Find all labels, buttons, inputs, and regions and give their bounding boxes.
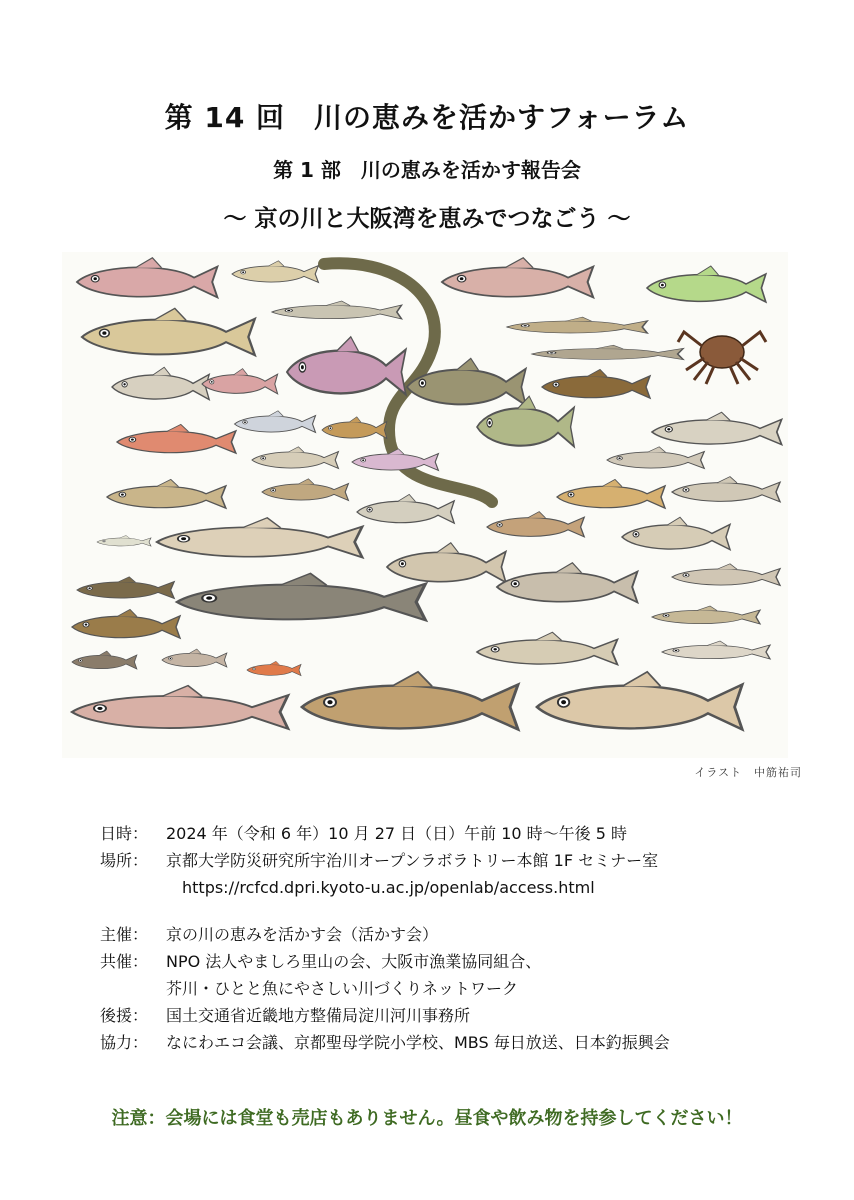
support-row — [100, 1002, 670, 1029]
fish-small-3 — [235, 411, 316, 433]
support-value: 国土交通省近畿地方整備局淀川河川事務所 — [166, 1006, 471, 1025]
illustration-credit: イラスト 中筋祐司 — [694, 766, 802, 779]
fish-perch — [537, 672, 742, 730]
fish-salmon — [72, 686, 288, 729]
fish-crucian — [497, 563, 637, 603]
organizer-row — [100, 921, 670, 948]
fish-spotted — [107, 479, 226, 508]
fish-illustration — [62, 252, 788, 758]
fish-chub-6 — [672, 564, 780, 586]
fish-striped — [557, 479, 665, 508]
fish-bluegill — [477, 396, 574, 446]
place-value: 京都大学防災研究所宇治川オープンラボラトリー本館 1F セミナー室 — [166, 851, 659, 870]
notice: 注意：会場には食堂も売店もありません。昼食や飲み物を持参してください！ — [111, 1108, 743, 1129]
fish-chub-7 — [477, 632, 617, 664]
fish-chub-3 — [672, 477, 780, 502]
event-details — [100, 820, 670, 1056]
tagline: ～ 京の川と大阪湾を恵みでつなごう ～ — [223, 206, 631, 232]
cohost-value-1: NPO 法人やましろ里山の会、大阪市漁業協同組合、 — [166, 952, 542, 971]
fish-chub-5 — [622, 517, 730, 549]
fish-small-14 — [247, 661, 301, 675]
fish-carp — [302, 672, 518, 730]
date-row — [100, 820, 670, 847]
fish-chub-2 — [652, 412, 782, 444]
place-row — [100, 847, 670, 874]
cooperation-label: 協力： — [100, 1033, 149, 1052]
fish-small-8 — [262, 479, 348, 501]
fish-catfish — [177, 573, 425, 620]
fish-chub-4 — [357, 494, 454, 523]
fish-small-13 — [162, 649, 227, 667]
place-url[interactable]: https://rcfcd.dpri.kyoto-u.ac.jp/openlab/access.html — [182, 878, 595, 897]
date-value: 2024 年（令和 6 年）10 月 27 日（日）午前 10 時～午後 5 時 — [166, 824, 628, 843]
fish-small-1 — [232, 261, 318, 283]
fish-goby-dark — [72, 609, 180, 638]
cooperation-value: なにわエコ会議、京都聖母学院小学校、MBS 毎日放送、日本釣振興会 — [166, 1033, 670, 1052]
cohost-label: 共催： — [100, 952, 149, 971]
fish-small-4 — [322, 417, 387, 439]
fish-goby-long — [507, 317, 647, 333]
fish-tiny — [97, 535, 151, 546]
fish-illustration-svg — [62, 252, 788, 758]
cohost-row — [100, 948, 670, 975]
fish-goby-brown — [542, 369, 650, 398]
fish-chub-1 — [112, 367, 209, 399]
page-title: 第 14 回 川の恵みを活かすフォーラム — [164, 101, 690, 134]
cooperation-row — [100, 1029, 670, 1056]
fish-rainbow-trout — [442, 258, 593, 298]
support-label: 後援： — [100, 1006, 149, 1025]
fish-carp-small — [387, 543, 506, 583]
fish-catfish-small — [77, 577, 174, 599]
fish-small-12 — [72, 651, 137, 669]
fish-bitterling — [647, 266, 766, 302]
fish-small-2 — [202, 369, 278, 394]
fish-loach — [272, 301, 402, 319]
crab — [678, 332, 766, 384]
fish-small-6 — [352, 449, 438, 471]
fish-small-9 — [487, 512, 584, 537]
cohost-value-2: 芥川・ひとと魚にやさしい川づくりネットワーク — [166, 979, 519, 998]
page-subtitle: 第 1 部 川の恵みを活かす報告会 — [273, 158, 581, 182]
fish-small-5 — [252, 447, 338, 469]
date-label: 日時： — [100, 824, 149, 843]
organizer-value: 京の川の恵みを活かす会（活かす会） — [166, 925, 439, 944]
fish-small-7 — [607, 447, 704, 469]
place-label: 場所： — [100, 851, 149, 870]
fish-amago — [82, 308, 255, 355]
fish-trout — [77, 258, 217, 298]
fish-small-11 — [662, 641, 770, 659]
fish-ayu — [157, 518, 362, 558]
organizer-label: 主催： — [100, 925, 149, 944]
fish-pink-bream — [287, 337, 406, 395]
fish-pipe — [532, 345, 683, 359]
fish-small-10 — [652, 606, 760, 624]
fish-red-dace — [117, 424, 236, 453]
